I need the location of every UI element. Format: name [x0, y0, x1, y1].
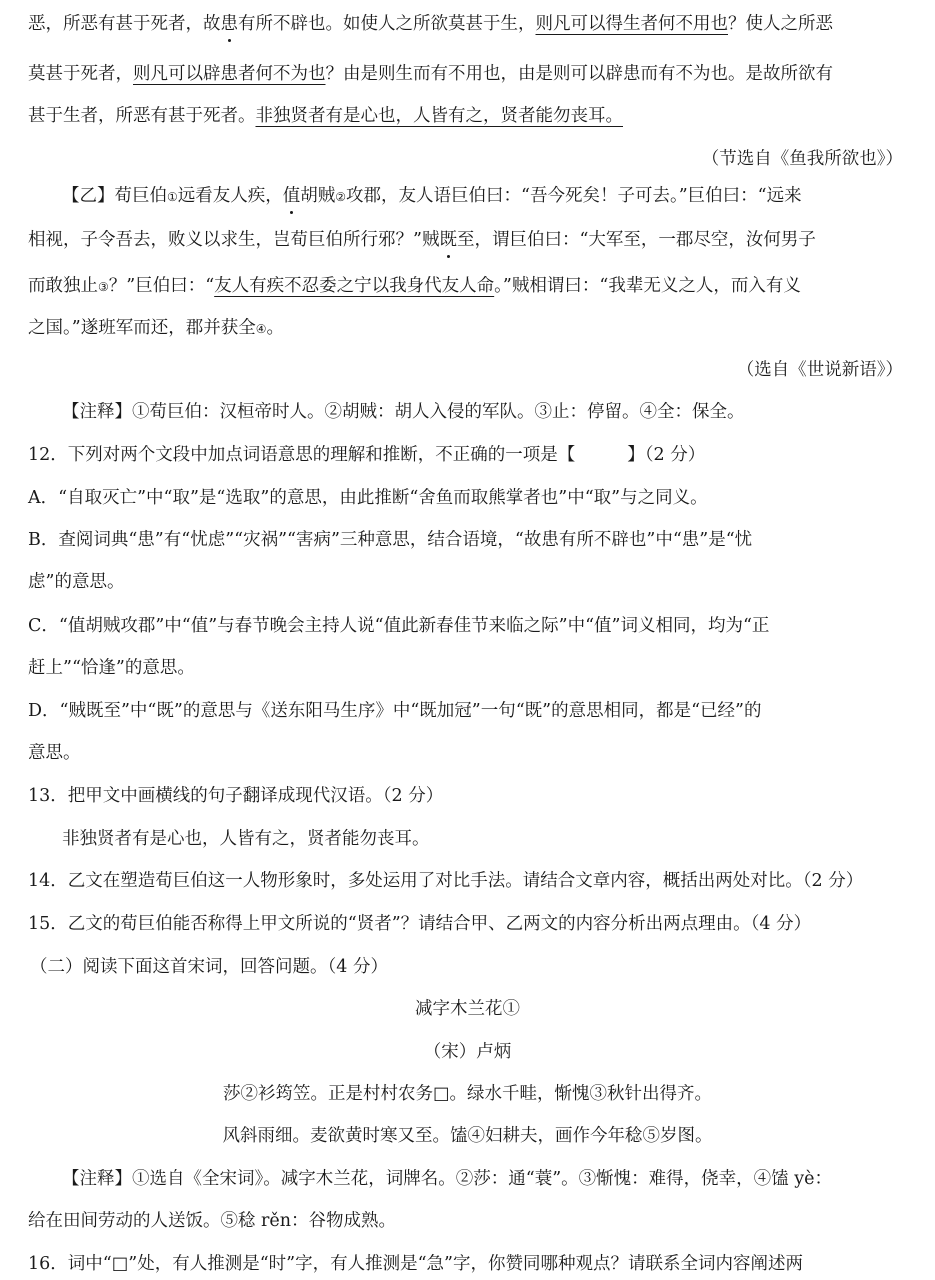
underlined-sentence: 友人有疾不忍委之宁以我身代友人命: [214, 276, 495, 296]
passage-b-line-3: [28, 274, 918, 299]
text-segment: 莫甚于死者，: [28, 64, 133, 84]
text-segment: 至，谓巨伯曰：“大军至，一郡尽空，汝何男子: [456, 230, 816, 250]
question-score: 】（2 分）: [627, 445, 706, 465]
text-segment: ？使人之所恶: [728, 14, 833, 34]
passage-b-source: （选自《世说新语》）: [736, 360, 903, 380]
text-segment: 甚于生者，所恶有甚于死者。: [28, 106, 256, 126]
question-13-sentence: 非独贤者有是心也，人皆有之，贤者能勿丧耳。: [62, 829, 430, 849]
question-12-option-c: C．“值胡贼攻郡”中“值”与春节晚会主持人说“值此新春佳节来临之际”中“值”词义相同，均为“正: [28, 616, 770, 636]
question-12-option-c-cont: 赶上”“恰逢”的意思。: [28, 658, 195, 678]
text-segment: 远看友人疾，: [177, 186, 283, 206]
dotted-word: 既: [439, 230, 457, 250]
text-segment: ？由是则生而有不用也，由是则可以辟患而有不为也。是故所欲有: [325, 64, 833, 84]
question-16: 16．词中“□”处，有人推测是“时”字，有人推测是“急”字，你赞同哪种观点？请联系全词内容阐述两: [28, 1254, 803, 1274]
poem-notes: 【注释】①选自《全宋词》。减字木兰花，词牌名。②莎：通“蓑”。③惭愧：难得，侥幸，④馌 yè：: [62, 1169, 832, 1189]
poem-author: （宋）卢炳: [423, 1042, 512, 1062]
underlined-sentence: 非独贤者有是心也，人皆有之，贤者能勿丧耳。: [255, 106, 623, 126]
dotted-word: 值: [282, 186, 301, 206]
passage-b-notes: 【注释】①荀巨伯：汉桓帝时人。②胡贼：胡人入侵的军队。③止：停留。④全：保全。: [62, 402, 745, 422]
question-13: 13．把甲文中画横线的句子翻译成现代汉语。（2 分）: [28, 786, 444, 806]
question-12-option-b: B．查阅词典“患”有“忧虑”“灾祸”“害病”三种意思，结合语境，“故患有所不辟也”中“患”是“忧: [28, 530, 753, 550]
text-segment: 【乙】荀巨伯: [62, 186, 167, 206]
passage-b-line-4: [28, 316, 918, 341]
note-marker: ④: [255, 322, 267, 336]
underlined-sentence: 则凡可以辟患者何不为也: [133, 64, 326, 84]
question-12-option-a: A．“自取灭亡”中“取”是“选取”的意思，由此推断“舍鱼而取熊掌者也”中“取”与之同义。: [28, 488, 708, 508]
passage-a-line-1: [28, 12, 918, 36]
text-segment: 相视，子令吾去，败义以求生，岂荀巨伯所行邪？”贼: [28, 230, 440, 250]
poem-line-2: 风斜雨细。麦欲黄时寒又至。馌④妇耕夫，画作今年稔⑤岁图。: [222, 1126, 713, 1146]
note-marker: ③: [98, 280, 109, 294]
poem-notes-cont: 给在田间劳动的人送饭。⑤稔 rěn：谷物成熟。: [28, 1211, 397, 1231]
text-segment: 胡贼: [300, 186, 336, 206]
underlined-sentence: 则凡可以得生者何不用也: [535, 14, 728, 34]
text-segment: ？”巨伯曰：“: [108, 276, 215, 296]
question-15: 15．乙文的荀巨伯能否称得上甲文所说的“贤者”？请结合甲、乙两文的内容分析出两点理由。（4 分）: [28, 914, 812, 934]
note-marker: ①: [167, 190, 178, 204]
question-text: 12．下列对两个文段中加点词语意思的理解和推断，不正确的一项是【: [28, 445, 576, 465]
text-segment: 攻郡，友人语巨伯曰：“吾今死矣！子可去。”巨伯曰：“远来: [346, 186, 802, 206]
poem-title: 减字木兰花①: [415, 999, 520, 1019]
text-segment: 而敢独止: [28, 276, 98, 296]
poem-line-1: 莎②衫筠笠。正是村村农务□。绿水千畦，惭愧③秋针出得齐。: [222, 1084, 713, 1104]
text-segment: 恶，所恶有甚于死者，故: [28, 14, 221, 34]
text-segment: 。”贼相谓曰：“我辈无义之人，而入有义: [494, 276, 801, 296]
poem-section-heading: （二）阅读下面这首宋词，回答问题。（4 分）: [30, 957, 388, 977]
passage-a-source: （节选自《鱼我所欲也》）: [701, 149, 903, 169]
question-14: 14．乙文在塑造荀巨伯这一人物形象时，多处运用了对比手法。请结合文章内容，概括出两处对比。（2 分）: [28, 871, 864, 891]
passage-b-line-1: [62, 184, 935, 209]
dotted-word: 患: [220, 14, 238, 34]
text-segment: 。: [266, 318, 284, 338]
passage-a-line-3: [28, 104, 918, 128]
text-segment: 之国。”遂班军而还，郡并获全: [28, 318, 256, 338]
question-12-option-d-cont: 意思。: [28, 743, 81, 763]
passage-b-line-2: [28, 228, 918, 252]
text-segment: 有所不辟也。如使人之所欲莫甚于生，: [238, 14, 536, 34]
question-12-option-d: D．“贼既至”中“既”的意思与《送东阳马生序》中“既加冠”一句“既”的意思相同，都是“已经”的: [28, 701, 762, 721]
question-12-option-b-cont: 虑”的意思。: [28, 572, 125, 592]
note-marker: ②: [335, 190, 347, 204]
passage-a-line-2: [28, 62, 918, 86]
question-12: [28, 443, 918, 467]
